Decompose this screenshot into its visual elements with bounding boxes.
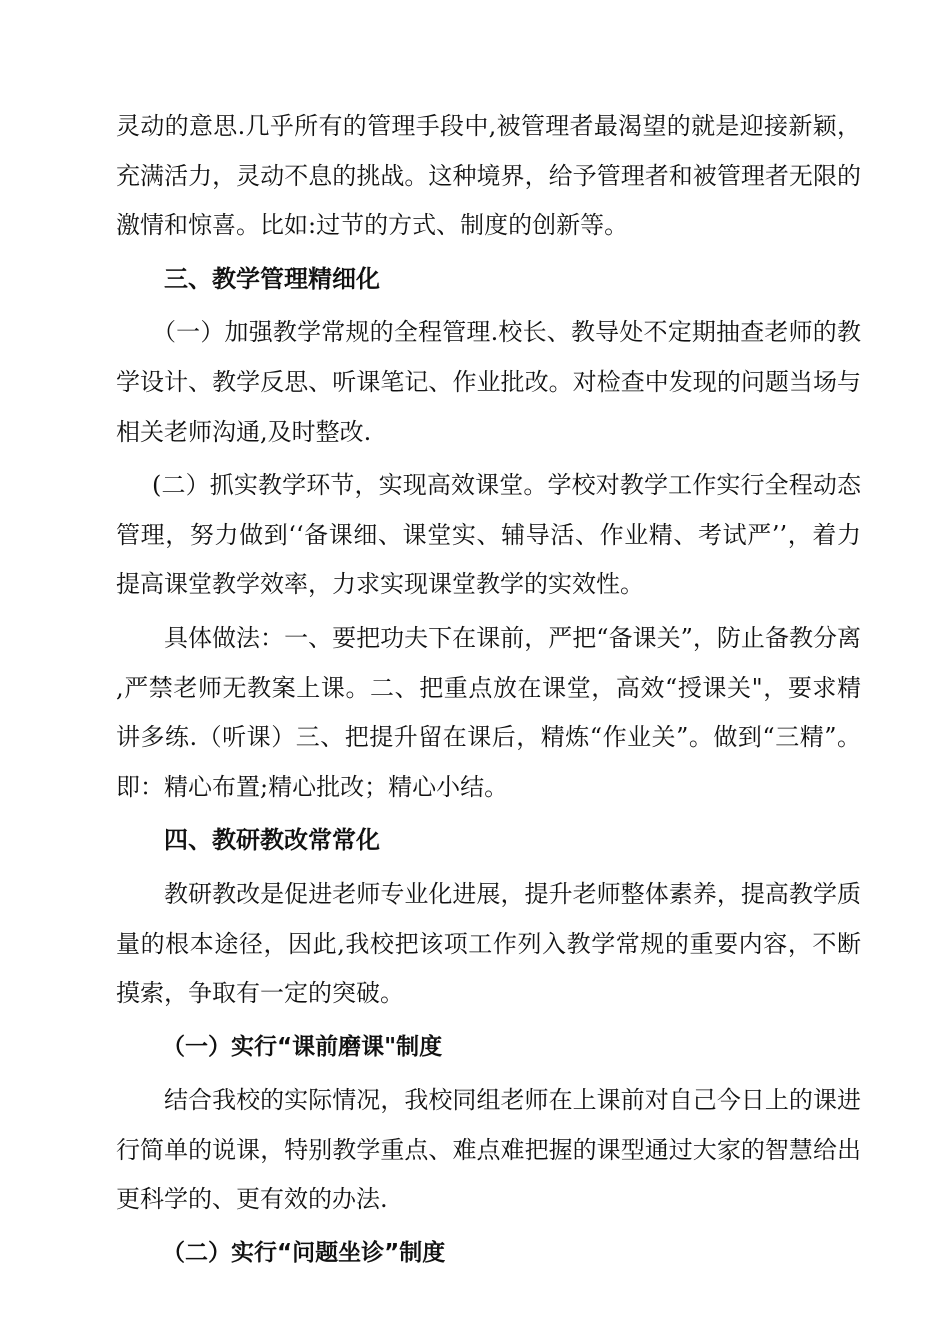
subsection-heading-2: （二）实行“问题坐诊”制度	[162, 1240, 446, 1267]
section-heading-3: 三、教学管理精细化	[164, 264, 380, 293]
paragraph-s3-2: (二）抓实教学环节，实现高效课堂。学校对教学工作实行全程动态管理，努力做到‘‘备课细、课堂实、辅导活、作业精、考试严’’，着力提高课堂教学效率，力求实现课堂教学的实效性。	[116, 471, 861, 599]
section-heading-4: 四、教研教改常常化	[164, 826, 380, 855]
paragraph-s3-1: （一）加强教学常规的全程管理.校长、教导处不定期抽查老师的教学设计、教学反思、听课笔记、作业批改。对检查中发现的问题当场与相关老师沟通,及时整改.	[116, 318, 861, 446]
paragraph-s4-1: 教研教改是促进老师专业化进展，提升老师整体素养，提高教学质量的根本途径，因此,我校把该项工作列入教学常规的重要内容，不断摸索，争取有一定的突破。	[116, 879, 861, 1008]
document-body	[116, 102, 861, 1279]
paragraph-intro: 灵动的意思.几乎所有的管理手段中,被管理者最渴望的就是迎接新颖，充满活力，灵动不息的挑战。这种境界，给予管理者和被管理者无限的激情和惊喜。比如:过节的方式、制度的创新等。	[116, 112, 861, 240]
paragraph-sub1: 结合我校的实际情况，我校同组老师在上课前对自己今日上的课进行简单的说课，特别教学重点、难点难把握的课型通过大家的智慧给出更科学的、更有效的办法.	[116, 1086, 861, 1214]
subsection-heading-1: （一）实行“课前磨课"制度	[162, 1033, 443, 1060]
paragraph-s3-3: 具体做法：一、要把功夫下在课前，严把“备课关”，防止备教分离,严禁老师无教案上课。二、把重点放在课堂，高效“授课关"，要求精讲多练.（听课）三、把提升留在课后，精炼“作业关”。做到“三精”。即：精心布置;精心批改；精心小结。	[116, 623, 861, 801]
